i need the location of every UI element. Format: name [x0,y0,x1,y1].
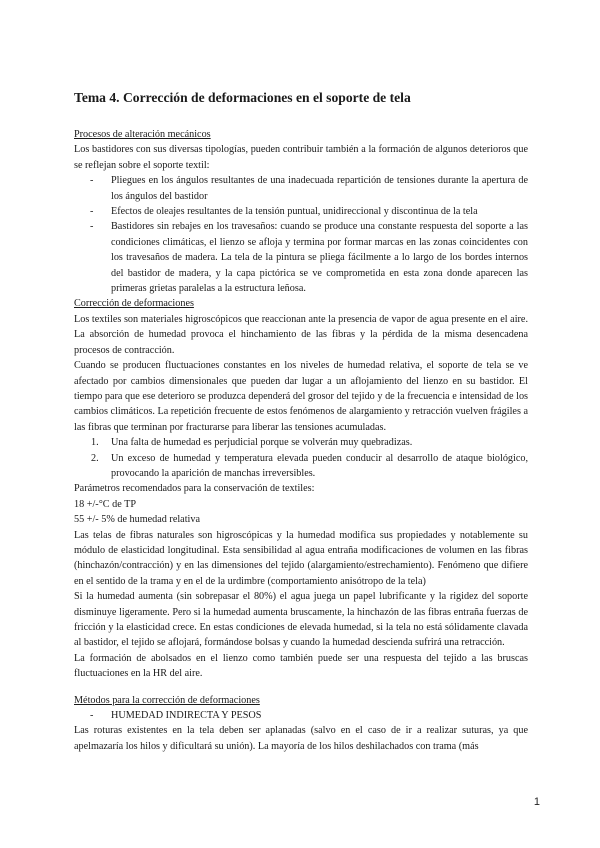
paragraph: Las telas de fibras naturales son higroscópicas y la humedad modifica sus propiedades y notablemente su módulo de elasticidad longitudinal. Esta sensibilidad al agua entraña modificaciones de volumen en las fibras (hinchazón/contracción) y en las dimensiones del tejido (alargamiento/estrechamiento). Fenómeno que difiere en el sentido de la trama y en el de la urdimbre (comportamiento anisótropo de la tela) [74,529,528,587]
param-temperature: 18 +/-°C de TP [74,498,136,510]
bullet-list [74,708,528,723]
list-item: Un exceso de humedad y temperatura elevada pueden conducir al desarrollo de ataque biológico, provocando la aparición de manchas irreversibles. [111,452,528,479]
section-heading-deformation-correction: Corrección de deformaciones [74,298,194,310]
page-number: 1 [533,796,540,808]
section-heading-correction-methods: Métodos para la corrección de deformaciones [74,694,260,706]
page-title: Tema 4. Corrección de deformaciones en el soporte de tela [74,90,411,105]
paragraph: Los bastidores con sus diversas tipologías, pueden contribuir también a la formación de algunos deterioros que se reflejan sobre el soporte textil: [74,144,528,171]
list-item: - Pliegues en los ángulos resultantes de una inadecuada repartición de tensiones durante la apertura de los ángulos del bastidor [111,173,528,204]
list-item: - Efectos de oleajes resultantes de la tensión puntual, unidireccional y discontinua de la tela [111,204,528,219]
paragraph: La formación de abolsados en el lienzo como también puede ser una respuesta del tejido a las bruscas fluctuaciones en la HR del aire. [74,652,528,680]
document-body [74,127,528,754]
numbered-list [74,435,528,481]
bullet-list [74,173,528,296]
paragraph: Si la humedad aumenta (sin sobrepasar el 80%) el agua juega un papel lubrificante y la rigidez del soporte disminuye ligeramente. Pero si la humedad aumenta bruscamente, la hinchazón de las fibras entraña fuerzas de fricción y la elasticidad crece. En estas condiciones de elevada humedad, si la tela no está sólidamente clavada al bastidor, el tejido se aflojará, formándose bolsas y cuando la humedad descienda sufrirá una retracción. [74,591,528,649]
list-item: - HUMEDAD INDIRECTA Y PESOS [111,708,528,723]
params-label: Parámetros recomendados para la conservación de textiles: [74,483,315,495]
param-relative-humidity: 55 +/- 5% de humedad relativa [74,514,200,526]
list-item: Una falta de humedad es perjudicial porque se volverán muy quebradizas. [111,437,413,449]
section-heading-mechanical-processes: Procesos de alteración mecánicos [74,129,211,140]
list-item: - Bastidores sin rebajes en los travesaños: cuando se produce una constante respuesta del soporte a las condiciones climáticas, el lienzo se afloja y termina por formar marcas en las zonas coincidentes con los travesaños de madera. La tela de la pintura se pliega fácilmente a lo largo de los bordes internos del bastidor de madera, y la capa pictórica se ve comprometida en esta zona donde aparecen las primeras grietas paralelas a la estructura leñosa. [111,219,528,296]
paragraph: Cuando se producen fluctuaciones constantes en los niveles de humedad relativa, el soporte de tela se ve afectado por cambios dimensionales que pueden dar lugar a un aflojamiento del lienzo en su bastidor. El tiempo para que ese deterioro se produzca dependerá del grosor del tejido y de la frecuencia e intensidad de los cambios climáticos. La repetición frecuente de estos fenómenos de alargamiento y retracción vuelven frágiles a las fibras que terminan por fracturarse para liberar las tensiones acumuladas. [74,360,528,433]
paragraph: Las roturas existentes en la tela deben ser aplanadas (salvo en el caso de ir a realizar suturas, ya que apelmazaría los hilos y dificultará su unión). La mayoría de los hilos deshilachados con trama (más [74,725,528,752]
paragraph: Los textiles son materiales higroscópicos que reaccionan ante la presencia de vapor de agua presente en el aire. La absorción de humedad provoca el hinchamiento de las fibras y la pérdida de la misma desencadena procesos de contracción. [74,313,528,356]
